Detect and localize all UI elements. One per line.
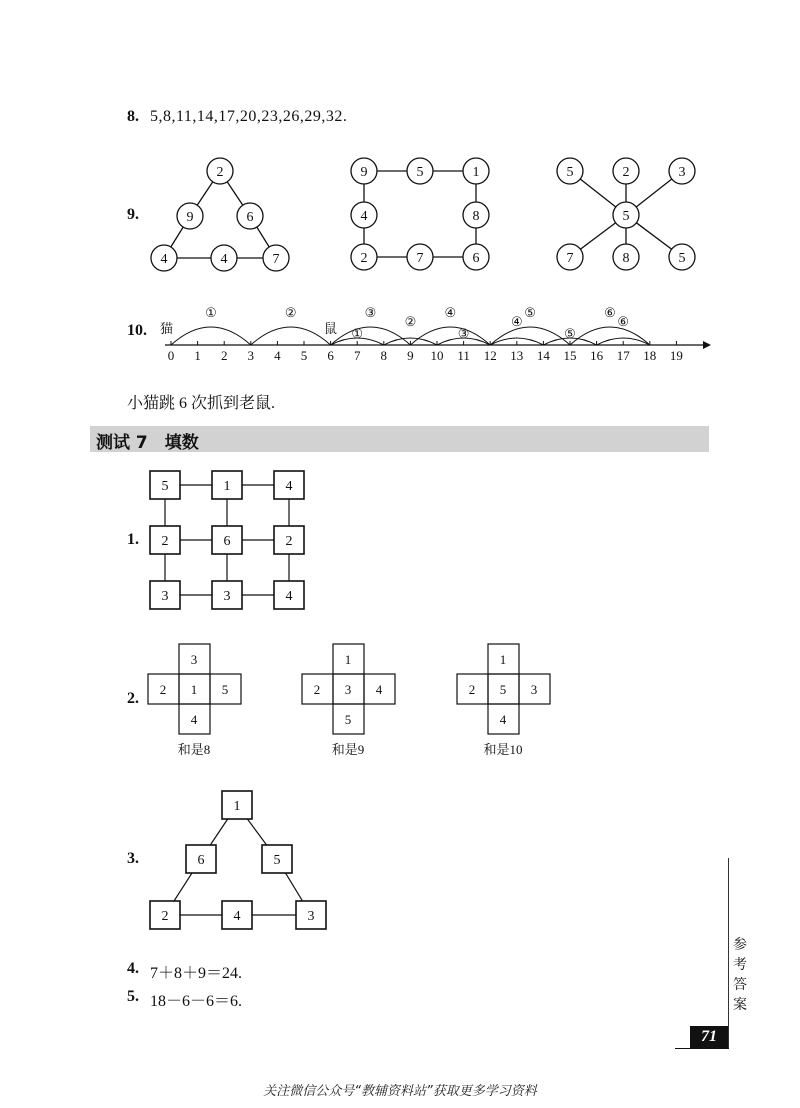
tick-label: 7 xyxy=(353,348,361,363)
q8-sequence: 5,8,11,14,17,20,23,26,29,32. xyxy=(150,108,348,125)
sq-tr: 1 xyxy=(472,165,480,180)
t3-botmid: 4 xyxy=(233,909,241,924)
grid-cell: 4 xyxy=(285,589,293,604)
cat-jump-label: ⑤ xyxy=(524,305,536,320)
star-bm: 8 xyxy=(622,251,630,266)
q9-diagrams xyxy=(140,150,720,280)
tri-top: 2 xyxy=(216,165,224,180)
t3-number: 3. xyxy=(127,850,139,867)
cross-cell: 3 xyxy=(530,682,538,697)
sq-mr: 8 xyxy=(472,209,480,224)
q8-number: 8. xyxy=(127,108,139,125)
tick-label: 17 xyxy=(616,348,630,363)
mouse-label: 鼠 xyxy=(324,322,338,337)
grid-cell: 5 xyxy=(161,479,169,494)
cross-cell: 2 xyxy=(468,682,476,697)
star-bl: 7 xyxy=(566,251,574,266)
cross-cell: 1 xyxy=(344,652,352,667)
t5-number: 5. xyxy=(127,988,139,1005)
grid-cell: 2 xyxy=(285,534,293,549)
page-number: 71 xyxy=(690,1026,728,1048)
q10-number: 10. xyxy=(127,322,147,339)
sq-bm: 7 xyxy=(416,251,424,266)
tick-label: 15 xyxy=(563,348,577,363)
cross-cell: 3 xyxy=(344,682,352,697)
cross-cell: 5 xyxy=(221,682,229,697)
tick-label: 10 xyxy=(430,348,444,363)
tick-label: 2 xyxy=(220,348,228,363)
number-line xyxy=(155,300,715,370)
cross-caption: 和是10 xyxy=(483,742,523,757)
t1-grid xyxy=(145,465,315,615)
t3-top: 1 xyxy=(233,799,241,814)
tick-label: 5 xyxy=(300,348,308,363)
tri-midleft: 9 xyxy=(186,210,194,225)
footer-notice: 关注微信公众号“教辅资料站”获取更多学习资料 xyxy=(263,1084,537,1099)
tick-label: 11 xyxy=(457,348,470,363)
t4-expression: 7＋8＋9＝24. xyxy=(150,965,243,982)
cross-cell: 4 xyxy=(375,682,383,697)
mouse-jump-label: ⑤ xyxy=(564,326,576,341)
grid-cell: 3 xyxy=(223,589,231,604)
cat-jump-arc xyxy=(570,327,650,345)
cross-caption: 和是9 xyxy=(331,742,365,757)
t2-number: 2. xyxy=(127,690,139,707)
cross-cell: 4 xyxy=(499,712,507,727)
t4-number: 4. xyxy=(127,960,139,977)
mouse-jump-label: ① xyxy=(351,326,364,341)
cat-jump-label: ④ xyxy=(444,305,457,320)
cat-label: 猫 xyxy=(160,322,174,337)
tick-label: 16 xyxy=(590,348,604,363)
cat-jump-arc xyxy=(171,327,251,345)
t2-crosses xyxy=(145,640,565,760)
t3-triangle xyxy=(145,785,335,935)
star-br: 5 xyxy=(678,251,686,266)
tick-label: 13 xyxy=(510,348,524,363)
cross-caption: 和是8 xyxy=(177,742,211,757)
tick-label: 0 xyxy=(167,348,175,363)
cross-cell: 2 xyxy=(313,682,321,697)
t3-botright: 3 xyxy=(307,909,315,924)
q9-number: 9. xyxy=(127,206,139,223)
sq-tm: 5 xyxy=(416,165,424,180)
cat-jump-arc xyxy=(490,327,570,345)
grid-cell: 4 xyxy=(285,479,293,494)
tri-botright: 7 xyxy=(272,252,280,267)
cat-jump-label: ① xyxy=(205,305,217,320)
cat-jump-arc xyxy=(331,327,411,345)
t1-number: 1. xyxy=(127,531,139,548)
tick-label: 8 xyxy=(380,348,388,363)
sq-bl: 2 xyxy=(360,251,368,266)
cat-jump-arc xyxy=(251,327,331,345)
tick-label: 19 xyxy=(669,348,683,363)
cat-jump-label: ⑥ xyxy=(604,305,616,320)
mouse-jump-label: ④ xyxy=(510,314,523,329)
tick-label: 1 xyxy=(194,348,201,363)
tri-botmid: 4 xyxy=(220,252,228,267)
grid-cell: 6 xyxy=(223,534,231,549)
section-title: 测试 7 填数 xyxy=(96,433,199,453)
grid-cell: 2 xyxy=(161,534,169,549)
cross-cell: 4 xyxy=(190,712,198,727)
sq-tl: 9 xyxy=(360,165,368,180)
tick-label: 14 xyxy=(536,348,550,363)
cross-cell: 1 xyxy=(499,652,507,667)
mouse-jump-label: ② xyxy=(404,314,417,329)
star-center: 5 xyxy=(622,209,630,224)
grid-cell: 3 xyxy=(161,589,169,604)
tick-label: 9 xyxy=(407,348,414,363)
cross-cell: 5 xyxy=(499,682,507,697)
cat-jump-label: ③ xyxy=(364,305,377,320)
tick-label: 4 xyxy=(274,348,281,363)
tick-label: 6 xyxy=(327,348,334,363)
star-tr: 3 xyxy=(678,165,686,180)
tri-botleft: 4 xyxy=(160,252,168,267)
tick-label: 18 xyxy=(643,348,657,363)
cross-cell: 1 xyxy=(190,682,198,697)
tri-midright: 6 xyxy=(246,210,254,225)
tick-label: 3 xyxy=(247,348,255,363)
cross-cell: 2 xyxy=(159,682,167,697)
side-label: 参考答案 xyxy=(733,937,747,1013)
cross-cell: 3 xyxy=(190,652,198,667)
side-divider xyxy=(728,858,729,1048)
q10-conclusion: 小猫跳 6 次抓到老鼠. xyxy=(127,395,276,412)
page-rule xyxy=(675,1048,729,1049)
t3-midright: 5 xyxy=(273,853,281,868)
cat-jump-arc xyxy=(410,327,490,345)
tick-label: 12 xyxy=(483,348,497,363)
cross-cell: 5 xyxy=(344,712,352,727)
t3-botleft: 2 xyxy=(161,909,169,924)
t5-expression: 18－6－6＝6. xyxy=(150,993,243,1010)
star-tl: 5 xyxy=(566,165,574,180)
grid-cell: 1 xyxy=(223,479,231,494)
t3-midleft: 6 xyxy=(197,853,205,868)
sq-br: 6 xyxy=(472,251,480,266)
mouse-jump-label: ⑥ xyxy=(617,314,630,329)
cat-jump-label: ② xyxy=(284,305,297,320)
mouse-jump-label: ③ xyxy=(457,326,470,341)
star-tm: 2 xyxy=(622,165,630,180)
sq-ml: 4 xyxy=(360,209,368,224)
